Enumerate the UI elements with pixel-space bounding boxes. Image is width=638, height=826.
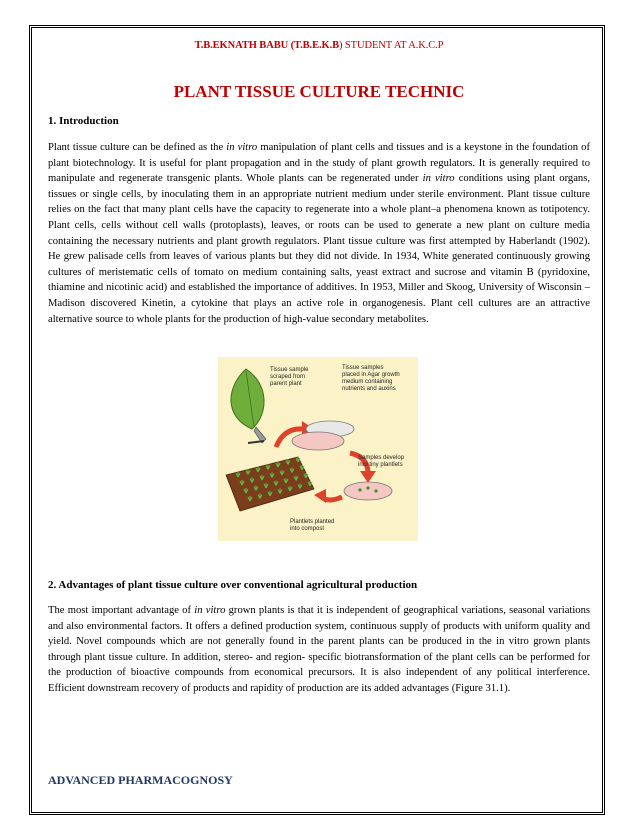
figure-label-compost: Plantlets planted into compost — [290, 519, 335, 532]
arrow-2-head — [360, 471, 376, 483]
paragraph-introduction-text — [48, 140, 590, 327]
section-heading-introduction: 1. Introduction — [48, 115, 119, 127]
page-title: PLANT TISSUE CULTURE TECHNIC — [173, 82, 465, 101]
plantlet-dot — [374, 489, 377, 492]
header-author: T.B.EKNATH BABU (T.B.E.K.B — [194, 40, 340, 51]
petri-dish-2-icon — [344, 482, 392, 500]
text-run: grown plants is that it is independent of geographical variations, seasonal variations and also environmental factors. It offers a defined production system, continuous supply of products with uniform quality and yield. Novel compounds which are not generally found in the parent plants can be produced in the in vitro grown plants through plant tissue culture. In addition, stereo- and region- specific biotransformation of the plant cells can be performed for the production of bioactive compounds from economical precursors. It is also independent of any political interference. Efficient downstream recovery of products and rapidity of production are its added advantages (Figure 31.1). — [48, 605, 590, 694]
compost-tray-icon — [226, 457, 314, 511]
tissue-culture-figure — [218, 357, 418, 541]
arrow-3-head — [314, 489, 326, 503]
plantlet-dot — [366, 486, 369, 489]
text-run: conditions using plant organs, tissues or single cells, by inoculating them in an appropriate nutrient medium under sterile environment. Plant tissue culture relies on the fact that many plant cells have the capacity to regenerate into a whole plant–a phenomena known as totipotency. Plant cells, cells without cell walls (protoplasts), leaves, or roots can be used to generate a new plant on culture media containing the necessary nutrients and plant growth regulators. Plant tissue culture was first attempted by Haberlandt (1902). He grew palisade cells from leaves of various plants but they did not divide. In 1934, White generated continuously growing cultures of meristematic cells of tomato on medium containing salts, yeast extract and sucrose and vitamin B (pyridoxine, thiamine and nicotinic acid) and established the importance of additives. In 1953, Miller and Skoog, University of Wisconsin – Madison discovered Kinetin, a cytokine that plays an active role in organogenesis. Plant cell cultures are an attractive alternative source to whole plants for the production of high-value secondary metabolites. — [48, 173, 590, 325]
text-run: manipulation of plant cells and tissues and is a keystone in the foundation of plant biotechnology. It is useful for plant propagation and in the study of plant growth regulators. It is generally required to manipulate and regenerate transgenic plants. Whole plants can be regenerated under — [48, 142, 590, 185]
tissue-culture-diagram — [218, 357, 418, 541]
italic-term: in vitro — [226, 142, 258, 153]
plantlet-dot — [358, 488, 361, 491]
petri-dish-1-icon — [292, 432, 344, 450]
italic-term: in vitro — [194, 605, 226, 616]
section-heading-advantages: 2. Advantages of plant tissue culture over conventional agricultural production — [48, 579, 418, 591]
text-run: Plant tissue culture can be defined as the — [48, 142, 227, 153]
paragraph-advantages-text — [48, 603, 590, 697]
header-affiliation: ) STUDENT AT A.K.C.P — [339, 40, 444, 51]
paragraph-advantages — [48, 603, 590, 697]
page-header — [0, 40, 638, 51]
italic-term: in vitro — [422, 173, 455, 185]
paragraph-introduction — [48, 140, 590, 327]
figure-label-plantlets-develop: Samples develop into tiny plantlets — [358, 455, 405, 468]
page-footer: ADVANCED PHARMACOGNOSY — [48, 773, 233, 787]
text-run: The most important advantage of — [48, 605, 195, 616]
leaf-icon — [231, 369, 264, 429]
figure-label-agar-medium: Tissue samples placed in Agar growth medium containing nutrients and auxins — [342, 365, 400, 392]
figure-label-tissue-sample: Tissue sample scraped from parent plant — [270, 367, 309, 387]
